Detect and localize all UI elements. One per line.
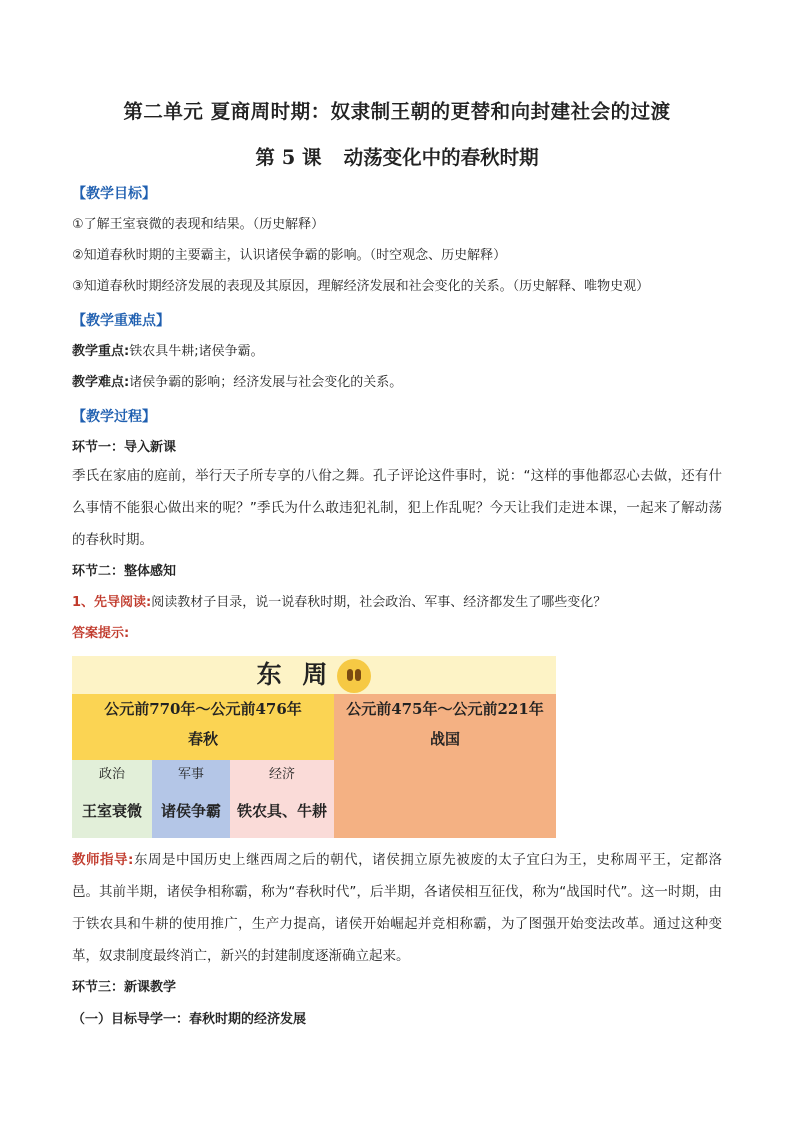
teacher-text: 东周是中国历史上继西周之后的朝代，诸侯拥立原先被废的太子宜臼为王，史称周平王，定都洛邑。其前半期，诸侯争相称霸，称为“春秋时代”，后半期，各诸侯相互征伐，称为“战国时代”。这一时期，由于铁农具和牛耕的使用推广，生产力提高，诸侯开始崛起并竞相称霸，为了图强开始变法改革。通过这种变革，奴隶制度最终消亡，新兴的封建制度逐渐确立起来。 — [72, 852, 722, 964]
zhanguo-label: 战国 — [429, 730, 460, 748]
military-value: 诸侯争霸 — [160, 802, 221, 820]
politics-label: 政治 — [98, 767, 125, 782]
face-emoji-icon — [337, 659, 371, 693]
economy-cell — [230, 760, 334, 838]
teacher-guidance — [72, 844, 722, 972]
dongzhou-table — [72, 656, 556, 838]
section-process-heading: 【教学过程】 — [72, 409, 156, 425]
difficult-point — [72, 373, 722, 393]
key-point — [72, 342, 722, 362]
step1-title: 环节一：导入新课 — [72, 440, 177, 455]
lesson-name: 动荡变化中的春秋时期 — [343, 146, 539, 169]
key-point-text: 铁农具牛耕;诸侯争霸。 — [129, 344, 264, 359]
document-page — [72, 96, 722, 1030]
zhanguo-dates: 公元前475年～公元前221年 — [346, 700, 544, 718]
task-text: 阅读教材子目录，说一说春秋时期，社会政治、军事、经济都发生了哪些变化？ — [151, 595, 607, 610]
economy-label: 经济 — [268, 767, 295, 782]
economy-value: 铁农具、牛耕 — [236, 802, 327, 820]
zhanguo-cell — [334, 694, 556, 838]
goal-item: ③知道春秋时期经济发展的表现及其原因，理解经济发展和社会变化的关系。（历史解释、唯物史观） — [72, 279, 650, 294]
chunqiu-cell — [72, 694, 334, 760]
answer-label: 答案提示: — [72, 626, 130, 641]
military-cell — [152, 760, 230, 838]
section-keypoints-heading: 【教学重难点】 — [72, 313, 170, 329]
politics-cell — [72, 760, 152, 838]
teacher-label: 教师指导: — [72, 852, 134, 868]
table-header: 东 周 — [256, 660, 334, 689]
lesson-title — [72, 142, 722, 170]
step2-title: 环节二：整体感知 — [72, 564, 177, 579]
goal-item: ②知道春秋时期的主要霸主，认识诸侯争霸的影响。（时空观念、历史解释） — [72, 248, 507, 263]
step2-task — [72, 593, 722, 613]
difficult-point-label: 教学难点: — [72, 375, 130, 390]
difficult-point-text: 诸侯争霸的影响；经济发展与社会变化的关系。 — [129, 375, 403, 390]
step1-text: 季氏在家庙的庭前，举行天子所专享的八佾之舞。孔子评论这件事时，说：“这样的事他都忍心去做，还有什么事情不能狠心做出来的呢？”季氏为什么敢违犯礼制，犯上作乱呢？今天让我们走进本课，一起来了解动荡的春秋时期。 — [72, 468, 722, 548]
unit-title: 第二单元 夏商周时期：奴隶制王朝的更替和向封建社会的过渡 — [123, 100, 671, 123]
military-label: 军事 — [177, 767, 204, 782]
table-header-cell — [72, 656, 556, 694]
section-goals-heading: 【教学目标】 — [72, 186, 156, 202]
step3-sub1: （一）目标导学一：春秋时期的经济发展 — [72, 1012, 307, 1027]
politics-value: 王室衰微 — [81, 802, 142, 820]
lesson-number: 第 5 课 — [255, 146, 322, 169]
key-point-label: 教学重点: — [72, 344, 130, 359]
step3-title: 环节三：新课教学 — [72, 980, 177, 995]
chunqiu-label: 春秋 — [187, 730, 218, 748]
chunqiu-dates: 公元前770年～公元前476年 — [104, 700, 302, 718]
goal-item: ①了解王室衰微的表现和结果。（历史解释） — [72, 217, 325, 232]
task-label: 1、先导阅读: — [72, 595, 152, 610]
